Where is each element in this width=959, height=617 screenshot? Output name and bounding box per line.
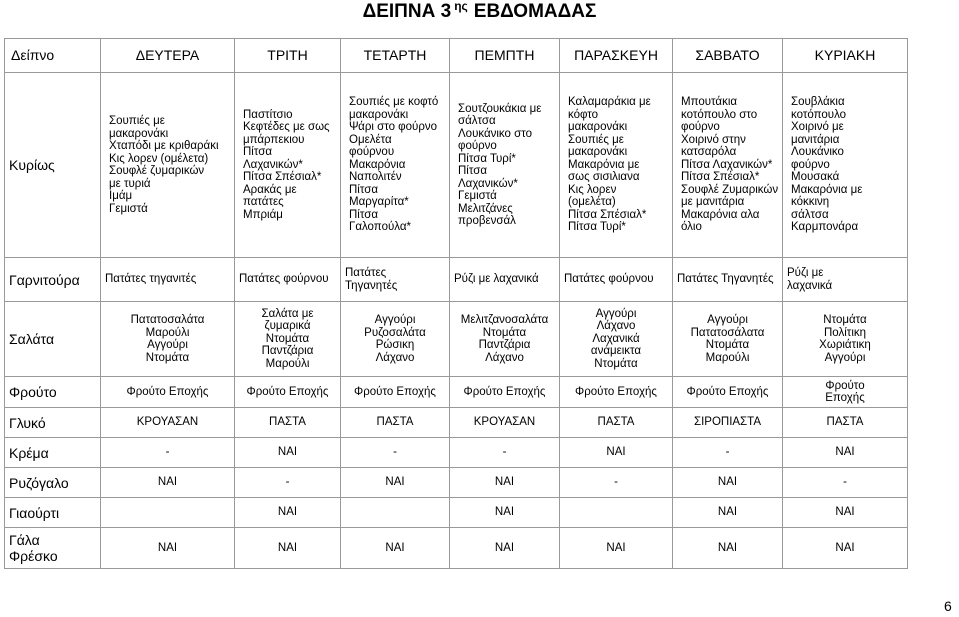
cell-line: κόφτο bbox=[568, 108, 599, 121]
cell-line: Μπουτάκια bbox=[681, 96, 738, 109]
cell-line: μακαρονάκι bbox=[568, 121, 628, 134]
cell-line: Σουτζουκάκια με bbox=[458, 102, 542, 115]
cell-line: Παστίτσιο bbox=[243, 108, 293, 121]
cell-line: Γεμιστά bbox=[458, 190, 497, 202]
menu-cell bbox=[450, 408, 560, 438]
cell-line: Πίτσα bbox=[458, 165, 487, 177]
cell-line: Χοιρινό στην bbox=[681, 133, 746, 146]
cell-line: - bbox=[502, 446, 507, 459]
cell-line: Πίτσα bbox=[243, 146, 272, 159]
cell-line: ΠΑΣΤΑ bbox=[269, 416, 306, 429]
menu-cell bbox=[673, 302, 783, 377]
cell-line: Αγγούρι bbox=[707, 314, 748, 326]
cell-line: Ντομάτα bbox=[705, 339, 750, 351]
menu-cell bbox=[101, 468, 235, 498]
cell-line: Σουφλέ ζυμαρικών bbox=[109, 165, 205, 177]
menu-cell bbox=[101, 528, 235, 569]
menu-cell bbox=[783, 258, 908, 302]
cell-line: ΝΑΙ bbox=[277, 541, 298, 554]
cell-line: Λαχανικών* bbox=[458, 177, 518, 190]
menu-cell bbox=[235, 377, 341, 408]
menu-cell bbox=[783, 438, 908, 468]
row-salad bbox=[5, 302, 908, 377]
page-number: 6 bbox=[944, 598, 952, 614]
row-label-sweet: Γλυκό bbox=[5, 408, 101, 438]
cell-line: ΝΑΙ bbox=[494, 476, 515, 489]
header-row bbox=[5, 39, 908, 73]
cell-line: Σουφλέ Ζυμαρικών bbox=[681, 183, 779, 196]
cell-line: - bbox=[843, 476, 847, 489]
cell-line: Ρώσικη bbox=[375, 339, 415, 351]
cell-line: Εποχής bbox=[825, 392, 865, 404]
cell-line: Ντομάτα bbox=[145, 351, 190, 364]
menu-cell bbox=[235, 528, 341, 569]
cell-line: Μαρούλι bbox=[265, 357, 310, 370]
menu-cell bbox=[235, 73, 341, 258]
cell-line: Λαχανικά bbox=[592, 332, 640, 345]
cell-line: προβενσάλ bbox=[458, 215, 516, 227]
menu-cell bbox=[101, 73, 235, 258]
menu-cell bbox=[235, 498, 341, 528]
menu-cell bbox=[673, 377, 783, 408]
menu-cell bbox=[673, 528, 783, 569]
menu-cell bbox=[783, 408, 908, 438]
cell-line: ΣΙΡΟΠΙΑΣΤΑ bbox=[693, 416, 762, 429]
cell-line: λαχανικά bbox=[787, 279, 833, 292]
cell-line: μανιτάρια bbox=[791, 133, 840, 146]
menu-cell bbox=[101, 302, 235, 377]
menu-cell bbox=[783, 468, 908, 498]
cell-line: ΠΑΣΤΑ bbox=[826, 416, 864, 429]
cell-line: Λάχανο bbox=[485, 351, 524, 364]
menu-cell bbox=[450, 73, 560, 258]
cell-line: ΚΡΟΥΑΣΑΝ bbox=[136, 416, 199, 429]
row-fresh-milk bbox=[5, 528, 908, 569]
menu-cell bbox=[101, 438, 235, 468]
row-label-rice-pudding: Ρυζόγαλο bbox=[5, 468, 101, 498]
cell-line: Σουπιές με bbox=[568, 133, 624, 146]
cell-line: Ναπολιτέν bbox=[349, 171, 402, 184]
cell-line: - bbox=[614, 476, 618, 489]
cell-line: Πατάτες φούρνου bbox=[564, 273, 654, 286]
row-label-fruit: Φρούτο bbox=[5, 377, 101, 408]
cell-line: Λουκάνικο στο bbox=[458, 127, 533, 140]
cell-line: - bbox=[285, 476, 290, 489]
menu-cell bbox=[783, 528, 908, 569]
cell-line: - bbox=[165, 446, 170, 459]
cell-line: (ομελέτα) bbox=[568, 196, 616, 209]
cell-line: κατσαρόλα bbox=[681, 146, 737, 159]
header-day: ΔΕΥΤΕΡΑ bbox=[101, 39, 235, 73]
row-main-course bbox=[5, 73, 908, 258]
cell-line: φούρνο bbox=[458, 140, 497, 152]
cell-line: Αγγούρι bbox=[374, 314, 416, 326]
cell-line: Μουσακά bbox=[791, 171, 840, 184]
cell-line: Μελιτζανοσαλάτα bbox=[460, 314, 549, 326]
row-label-main: Κυρίως bbox=[5, 73, 101, 258]
menu-cell bbox=[341, 377, 450, 408]
cell-line: μπάρπεκιου bbox=[243, 133, 305, 146]
cell-line: ΝΑΙ bbox=[717, 541, 738, 554]
cell-line: Αγγούρι bbox=[595, 307, 637, 320]
cell-line: ΝΑΙ bbox=[835, 541, 855, 554]
menu-cell bbox=[341, 498, 450, 528]
menu-cell bbox=[235, 258, 341, 302]
row-label-yogurt: Γιαούρτι bbox=[5, 498, 101, 528]
header-day: ΠΑΡΑΣΚΕΥΗ bbox=[560, 39, 673, 73]
cell-line: Πατάτες Τηγανητές bbox=[677, 273, 774, 286]
row-sweet bbox=[5, 408, 908, 438]
cell-line: Ψάρι στο φούρνο bbox=[349, 121, 438, 134]
cell-line: Μακαρόνια με bbox=[791, 183, 863, 196]
cell-line: Παντζάρια bbox=[478, 339, 531, 351]
cell-line: Κις λορεν bbox=[568, 183, 617, 196]
cell-line: Αρακάς με bbox=[243, 183, 297, 196]
cell-line: Φρούτο bbox=[825, 379, 865, 392]
cell-line: Χταπόδι με κριθαράκι bbox=[109, 140, 219, 152]
cell-line: ΝΑΙ bbox=[717, 476, 738, 489]
cell-line: ΠΑΣΤΑ bbox=[597, 416, 635, 429]
cell-line: με τυριά bbox=[109, 177, 151, 190]
header-day: ΚΥΡΙΑΚΗ bbox=[783, 39, 908, 73]
menu-cell bbox=[673, 498, 783, 528]
cell-line: ανάμεικτα bbox=[590, 345, 642, 358]
menu-cell bbox=[341, 302, 450, 377]
menu-cell bbox=[560, 528, 673, 569]
menu-cell bbox=[341, 468, 450, 498]
cell-line: ΝΑΙ bbox=[157, 476, 178, 489]
cell-line: ΝΑΙ bbox=[835, 506, 855, 519]
menu-cell bbox=[235, 468, 341, 498]
menu-cell bbox=[101, 408, 235, 438]
menu-cell bbox=[450, 377, 560, 408]
cell-line: Κις λορεν (ομέλετα) bbox=[109, 152, 209, 165]
cell-line: κοτόπουλο bbox=[791, 108, 847, 121]
cell-line: Ομελέτα bbox=[349, 133, 392, 146]
cell-line: Πίτσα Σπέσιαλ* bbox=[568, 208, 647, 221]
cell-line: Μαρούλι bbox=[145, 326, 190, 339]
cell-line: Ρυζοσαλάτα bbox=[364, 326, 426, 339]
cell-line: Σουπιές με bbox=[109, 115, 165, 127]
cell-line: όλιο bbox=[681, 221, 702, 234]
cell-line: Πίτσα Σπέσιαλ* bbox=[243, 171, 322, 184]
cell-line: Φρούτο Εποχής bbox=[686, 385, 769, 398]
row-fruit bbox=[5, 377, 908, 408]
cell-line: - bbox=[393, 446, 397, 459]
cell-line: μακαρονάκι bbox=[109, 127, 169, 140]
menu-cell bbox=[673, 408, 783, 438]
cell-line: σάλτσα bbox=[458, 115, 496, 127]
header-day: ΣΑΒΒΑΤΟ bbox=[673, 39, 783, 73]
cell-line: - bbox=[725, 446, 730, 459]
cell-line: Φρούτο Εποχής bbox=[246, 385, 329, 398]
cell-line: Πίτσα Σπέσιαλ* bbox=[681, 171, 760, 184]
menu-cell bbox=[673, 468, 783, 498]
header-corner: Δείπνο bbox=[5, 39, 101, 73]
cell-line: ζυμαρικά bbox=[264, 320, 311, 333]
cell-line: Φρούτο Εποχής bbox=[126, 385, 209, 398]
menu-cell bbox=[560, 73, 673, 258]
row-yogurt bbox=[5, 498, 908, 528]
menu-cell bbox=[560, 498, 673, 528]
menu-cell bbox=[450, 302, 560, 377]
cell-line: ΝΑΙ bbox=[606, 541, 626, 554]
row-garnish bbox=[5, 258, 908, 302]
cell-line: ΝΑΙ bbox=[835, 446, 855, 459]
menu-cell bbox=[783, 73, 908, 258]
cell-line: Πίτσα Τυρί* bbox=[568, 221, 626, 234]
cell-line: μακαρονάκι bbox=[568, 146, 628, 159]
cell-line: μακαρονάκι bbox=[349, 108, 409, 121]
cell-line: Γαλοπούλα* bbox=[349, 221, 411, 234]
header-day: ΤΡΙΤΗ bbox=[235, 39, 341, 73]
cell-line: Μαργαρίτα* bbox=[349, 196, 409, 209]
cell-line: Μακαρόνια αλα bbox=[681, 208, 760, 221]
cell-line: Λάχανο bbox=[375, 351, 415, 364]
cell-line: Σουβλάκια bbox=[791, 96, 845, 109]
cell-line: Πολίτικη bbox=[823, 326, 867, 339]
row-rice-pudding bbox=[5, 468, 908, 498]
cell-line: ΝΑΙ bbox=[277, 506, 298, 519]
cell-line: Μαρούλι bbox=[705, 351, 750, 364]
cell-line: ΝΑΙ bbox=[385, 541, 405, 554]
cell-line: με μανιτάρια bbox=[681, 196, 745, 209]
cell-line: ΝΑΙ bbox=[385, 476, 405, 489]
cell-line: φούρνο bbox=[681, 121, 720, 134]
cell-line: Πατατοσαλάτα bbox=[130, 314, 205, 326]
menu-cell bbox=[341, 73, 450, 258]
menu-cell bbox=[101, 258, 235, 302]
menu-cell bbox=[673, 258, 783, 302]
row-label-salad: Σαλάτα bbox=[5, 302, 101, 377]
menu-cell bbox=[450, 258, 560, 302]
cell-line: Πατάτες φούρνου bbox=[239, 273, 329, 286]
cell-line: Αγγούρι bbox=[147, 339, 188, 351]
weekly-dinner-menu-table bbox=[4, 38, 908, 569]
row-label-cream: Κρέμα bbox=[5, 438, 101, 468]
cell-line: Λαχανικών* bbox=[243, 158, 303, 171]
cell-line: Χοιρινό με bbox=[791, 121, 844, 134]
cell-line: ΝΑΙ bbox=[494, 541, 515, 554]
cell-line: Φρούτο Εποχής bbox=[575, 385, 657, 398]
cell-line: Χωριάτικη bbox=[819, 339, 871, 351]
cell-line: Κεφτέδες με σως bbox=[243, 121, 330, 134]
menu-cell bbox=[560, 468, 673, 498]
cell-line: Ρύζι με λαχανικά bbox=[454, 273, 539, 286]
cell-line: ΝΑΙ bbox=[157, 541, 178, 554]
menu-cell bbox=[101, 377, 235, 408]
cell-line: Καρμπονάρα bbox=[791, 221, 859, 234]
menu-cell bbox=[560, 302, 673, 377]
cell-line: Ντομάτα bbox=[594, 357, 638, 370]
cell-line: πατάτες bbox=[243, 196, 284, 209]
cell-line: Λάχανο bbox=[596, 320, 636, 333]
cell-line: Ντομάτα bbox=[265, 332, 310, 345]
row-label-fresh-milk: Γάλα Φρέσκο bbox=[5, 528, 101, 569]
title-main: ΔΕΙΠΝΑ 3 bbox=[362, 1, 452, 22]
page-title bbox=[0, 0, 959, 25]
menu-cell bbox=[450, 498, 560, 528]
title-rest: ΕΒΔΟΜΑΔΑΣ bbox=[473, 1, 597, 22]
menu-cell bbox=[450, 438, 560, 468]
cell-line: κοτόπουλο στο bbox=[681, 108, 758, 121]
cell-line: Πίτσα bbox=[349, 183, 378, 196]
cell-line: Ιμάμ bbox=[109, 190, 133, 202]
cell-line: Σουπιές με κοφτό bbox=[349, 96, 439, 109]
menu-cell bbox=[341, 408, 450, 438]
cell-line: κόκκινη bbox=[791, 196, 830, 209]
menu-cell bbox=[341, 258, 450, 302]
cell-line: ΠΑΣΤΑ bbox=[376, 416, 414, 429]
cell-line: Παντζάρια bbox=[261, 345, 314, 358]
menu-cell bbox=[560, 377, 673, 408]
menu-cell bbox=[235, 408, 341, 438]
row-label-garnish: Γαρνιτούρα bbox=[5, 258, 101, 302]
header-day: ΤΕΤΑΡΤΗ bbox=[341, 39, 450, 73]
cell-line: Ντομάτα bbox=[823, 314, 867, 326]
menu-cell bbox=[783, 498, 908, 528]
cell-line: Μπριάμ bbox=[243, 208, 283, 221]
cell-line: Πατατοσάλατα bbox=[690, 326, 765, 339]
cell-line: ΝΑΙ bbox=[606, 446, 626, 459]
menu-cell bbox=[673, 438, 783, 468]
menu-cell bbox=[560, 438, 673, 468]
cell-line: σως σισιλιανα bbox=[568, 171, 640, 184]
cell-line: Ρύζι με bbox=[787, 267, 824, 279]
menu-cell bbox=[450, 468, 560, 498]
menu-cell bbox=[235, 302, 341, 377]
menu-cell bbox=[450, 528, 560, 569]
cell-line: Μακαρόνια bbox=[349, 158, 406, 171]
cell-line: Καλαμαράκια με bbox=[568, 96, 651, 109]
row-cream bbox=[5, 438, 908, 468]
cell-line: Φρούτο Εποχής bbox=[463, 385, 546, 398]
menu-cell bbox=[560, 408, 673, 438]
menu-cell bbox=[341, 528, 450, 569]
cell-line: Γεμιστά bbox=[109, 202, 148, 215]
cell-line: ΝΑΙ bbox=[717, 506, 738, 519]
cell-line: Πίτσα Τυρί* bbox=[458, 152, 516, 165]
cell-line: ΚΡΟΥΑΣΑΝ bbox=[473, 416, 536, 429]
cell-line: Αγγούρι bbox=[824, 351, 866, 364]
cell-line: Πίτσα bbox=[349, 208, 378, 221]
cell-line: Τηγανητές bbox=[345, 279, 398, 292]
cell-line: Ντομάτα bbox=[482, 326, 527, 339]
cell-line: Μελιτζάνες bbox=[458, 202, 513, 215]
header-day: ΠΕΜΠΤΗ bbox=[450, 39, 560, 73]
menu-cell bbox=[101, 498, 235, 528]
cell-line: Λουκάνικο bbox=[791, 146, 844, 159]
menu-cell bbox=[673, 73, 783, 258]
cell-line: Φρούτο Εποχής bbox=[354, 385, 436, 398]
cell-line: φούρνου bbox=[349, 146, 395, 159]
menu-cell bbox=[235, 438, 341, 468]
cell-line: Μακαρόνια με bbox=[568, 158, 640, 171]
menu-cell bbox=[783, 377, 908, 408]
cell-line: Πατάτες τηγανιτές bbox=[105, 273, 197, 286]
cell-line: ΝΑΙ bbox=[494, 506, 515, 519]
cell-line: φούρνο bbox=[791, 158, 830, 171]
cell-line: Πίτσα Λαχανικών* bbox=[681, 158, 773, 171]
menu-cell bbox=[341, 438, 450, 468]
menu-cell bbox=[560, 258, 673, 302]
cell-line: σάλτσα bbox=[791, 208, 829, 221]
cell-line: Σαλάτα με bbox=[261, 307, 314, 320]
menu-cell bbox=[783, 302, 908, 377]
cell-line: Πατάτες bbox=[345, 267, 387, 279]
title-superscript: ης bbox=[454, 0, 468, 13]
cell-line: ΝΑΙ bbox=[277, 446, 298, 459]
